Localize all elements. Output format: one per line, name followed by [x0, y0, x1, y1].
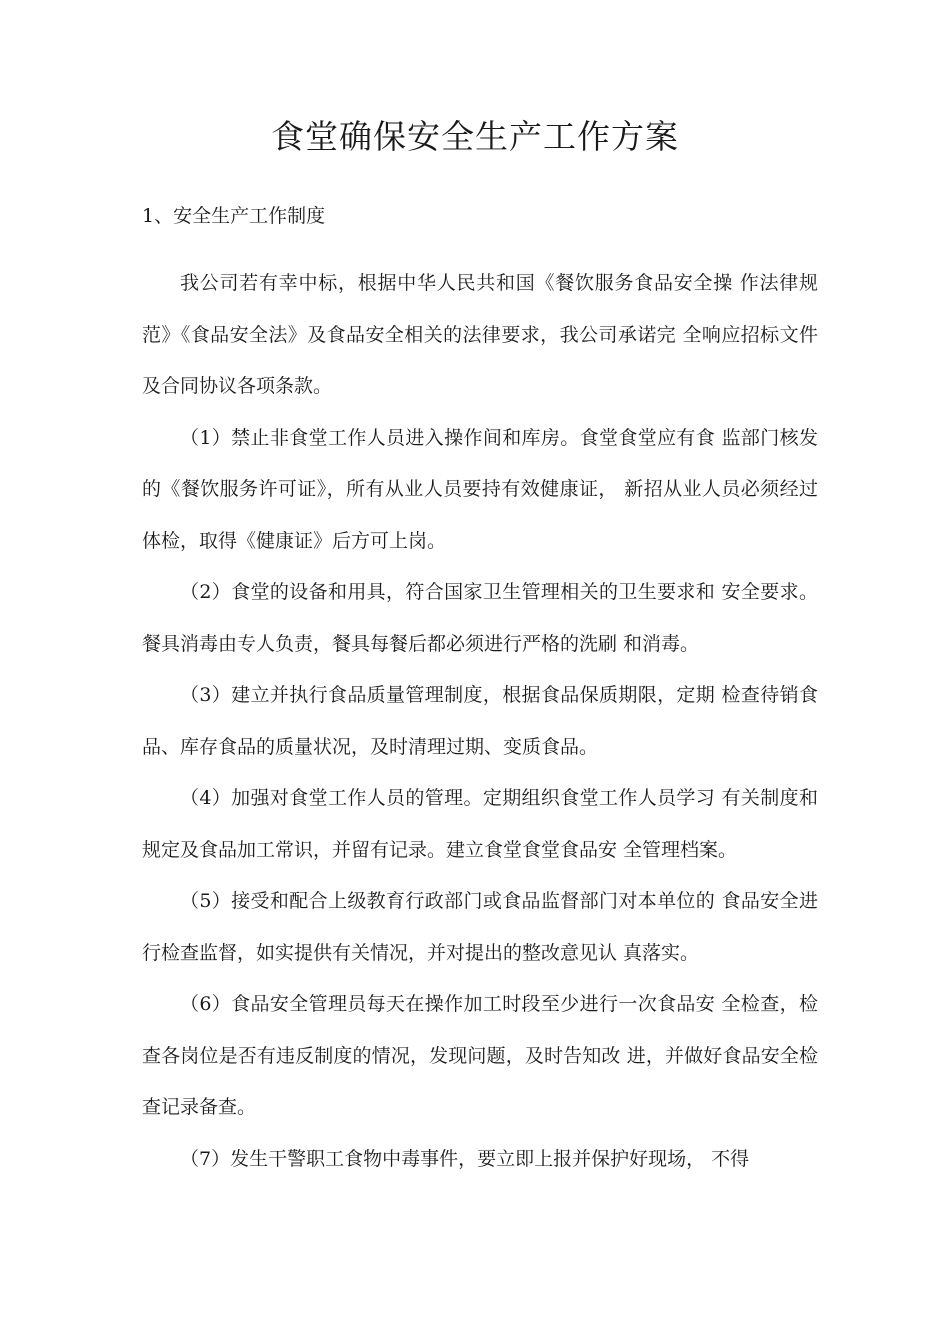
document-title: 食堂确保安全生产工作方案: [271, 117, 679, 156]
paragraph-item-4: （4）加强对食堂工作人员的管理。定期组织食堂工作人员学习 有关制度和规定及食品加工常识，并留有记录。建立食堂食堂食品安 全管理档案。: [142, 787, 818, 861]
paragraph-item-3: （3）建立并执行食品质量管理制度，根据食品保质期限，定期 检查待销食品、库存食品的质量状况，及时清理过期、变质食品。: [142, 684, 818, 758]
paragraph-item-2: （2）食堂的设备和用具，符合国家卫生管理相关的卫生要求和 安全要求。餐具消毒由专人负责，餐具每餐后都必须进行严格的洗刷 和消毒。: [142, 581, 818, 655]
section-heading: 1、安全生产工作制度: [142, 205, 326, 227]
paragraph-item-6: （6）食品安全管理员每天在操作加工时段至少进行一次食品安 全检查，检查各岗位是否有违反制度的情况，发现问题，及时告知改 进，并做好食品安全检查记录备查。: [142, 993, 818, 1118]
document-body: [142, 258, 818, 1185]
paragraph-item-7: （7）发生干警职工食物中毒事件，要立即上报并保护好现场， 不得: [180, 1147, 750, 1170]
paragraph-intro: 我公司若有幸中标，根据中华人民共和国《餐饮服务食品安全操 作法律规范》《食品安全法》及食品安全相关的法律要求，我公司承诺完 全响应招标文件及合同协议各项条款。: [142, 272, 818, 397]
paragraph-item-5: （5）接受和配合上级教育行政部门或食品监督部门对本单位的 食品安全进行检查监督，如实提供有关情况，并对提出的整改意见认 真落实。: [142, 890, 818, 964]
paragraph-item-1: （1）禁止非食堂工作人员进入操作间和库房。食堂食堂应有食 监部门核发的《餐饮服务许可证》，所有从业人员要持有效健康证， 新招从业人员必须经过体检，取得《健康证》后方可上岗。: [142, 426, 818, 552]
